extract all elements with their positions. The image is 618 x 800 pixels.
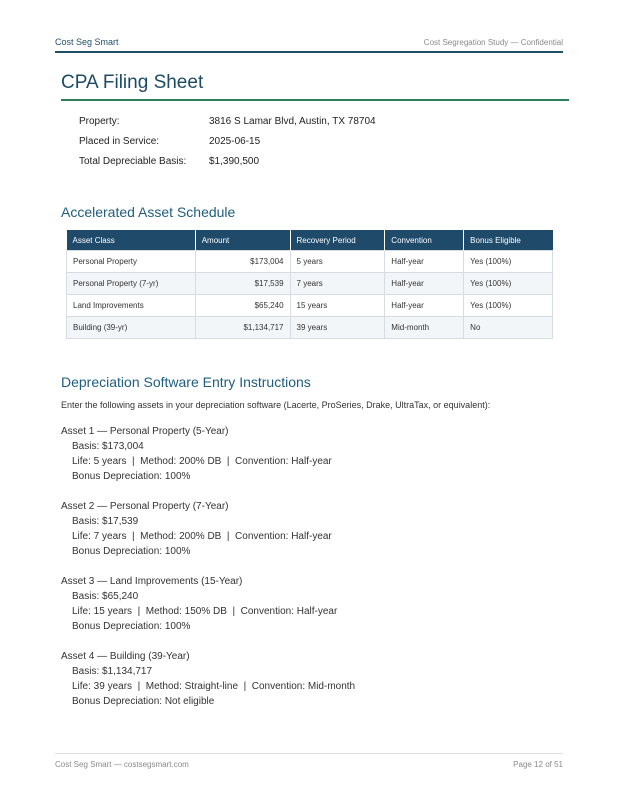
asset-title: Asset 1 — Personal Property (5-Year): [61, 426, 229, 437]
instructions-intro: Enter the following assets in your depreciation software (Lacerte, ProSeries, Drake, UltraTax, or equivalent):: [61, 400, 491, 410]
instructions-title: Depreciation Software Entry Instructions: [61, 374, 311, 390]
cell-amount: $17,539: [195, 273, 290, 295]
footer-site: Cost Seg Smart — costsegsmart.com: [55, 760, 189, 769]
asset-entry: [61, 426, 332, 486]
col-header-amount: Amount: [195, 230, 290, 251]
asset-title: Asset 3 — Land Improvements (15-Year): [61, 576, 243, 587]
cell-amount: $1,134,717: [195, 317, 290, 339]
asset-entry: [61, 651, 355, 711]
cell-recovery-period: 15 years: [290, 295, 385, 317]
asset-title: Asset 4 — Building (39-Year): [61, 651, 190, 662]
table-row: [67, 295, 553, 317]
page-title: CPA Filing Sheet: [61, 72, 204, 93]
title-divider: [61, 99, 569, 101]
table-header-row: [67, 230, 553, 251]
table-row: [67, 317, 553, 339]
asset-basis: Basis: $17,539: [72, 516, 139, 527]
asset-bonus: Bonus Depreciation: 100%: [72, 546, 191, 557]
asset-life: Life: 5 years | Method: 200% DB | Convention: Half-year: [72, 456, 332, 467]
cell-bonus-eligible: Yes (100%): [464, 273, 553, 295]
col-header-convention: Convention: [385, 230, 464, 251]
asset-basis: Basis: $65,240: [72, 591, 139, 602]
cell-asset-class: Personal Property: [67, 251, 196, 273]
cell-bonus-eligible: No: [464, 317, 553, 339]
asset-life: Life: 7 years | Method: 200% DB | Convention: Half-year: [72, 531, 332, 542]
page-header: [55, 37, 563, 53]
asset-basis: Basis: $173,004: [72, 441, 144, 452]
cell-bonus-eligible: Yes (100%): [464, 295, 553, 317]
basis-label: Total Depreciable Basis:: [79, 156, 187, 167]
col-header-bonus-eligible: Bonus Eligible: [464, 230, 553, 251]
cell-asset-class: Personal Property (7-yr): [67, 273, 196, 295]
cell-convention: Half-year: [385, 251, 464, 273]
basis-value: $1,390,500: [209, 156, 260, 167]
cell-bonus-eligible: Yes (100%): [464, 251, 553, 273]
asset-entry: [61, 576, 337, 636]
cell-amount: $173,004: [195, 251, 290, 273]
footer-divider: [55, 753, 563, 754]
cell-amount: $65,240: [195, 295, 290, 317]
col-header-recovery-period: Recovery Period: [290, 230, 385, 251]
cell-recovery-period: 7 years: [290, 273, 385, 295]
page-number: Page 12 of 51: [513, 760, 563, 769]
placed-label: Placed in Service:: [79, 136, 160, 147]
asset-life: Life: 15 years | Method: 150% DB | Convention: Half-year: [72, 606, 338, 617]
asset-bonus: Bonus Depreciation: 100%: [72, 471, 191, 482]
header-confidential: Cost Segregation Study — Confidential: [423, 38, 563, 47]
table-row: [67, 251, 553, 273]
cell-convention: Half-year: [385, 295, 464, 317]
property-label: Property:: [79, 116, 120, 127]
asset-entry: [61, 501, 332, 561]
asset-life: Life: 39 years | Method: Straight-line | Convention: Mid-month: [72, 681, 356, 692]
cell-asset-class: Building (39-yr): [67, 317, 196, 339]
table-row: [67, 273, 553, 295]
cell-asset-class: Land Improvements: [67, 295, 196, 317]
schedule-title: Accelerated Asset Schedule: [61, 204, 236, 220]
asset-schedule-table: [66, 230, 553, 339]
header-brand: Cost Seg Smart: [55, 37, 119, 47]
asset-bonus: Bonus Depreciation: 100%: [72, 621, 191, 632]
cell-convention: Half-year: [385, 273, 464, 295]
placed-value: 2025-06-15: [209, 136, 261, 147]
asset-bonus: Bonus Depreciation: Not eligible: [72, 696, 215, 707]
asset-basis: Basis: $1,134,717: [72, 666, 153, 677]
property-value: 3816 S Lamar Blvd, Austin, TX 78704: [209, 116, 376, 127]
cell-convention: Mid-month: [385, 317, 464, 339]
cell-recovery-period: 5 years: [290, 251, 385, 273]
col-header-asset-class: Asset Class: [67, 230, 196, 251]
asset-title: Asset 2 — Personal Property (7-Year): [61, 501, 229, 512]
cell-recovery-period: 39 years: [290, 317, 385, 339]
